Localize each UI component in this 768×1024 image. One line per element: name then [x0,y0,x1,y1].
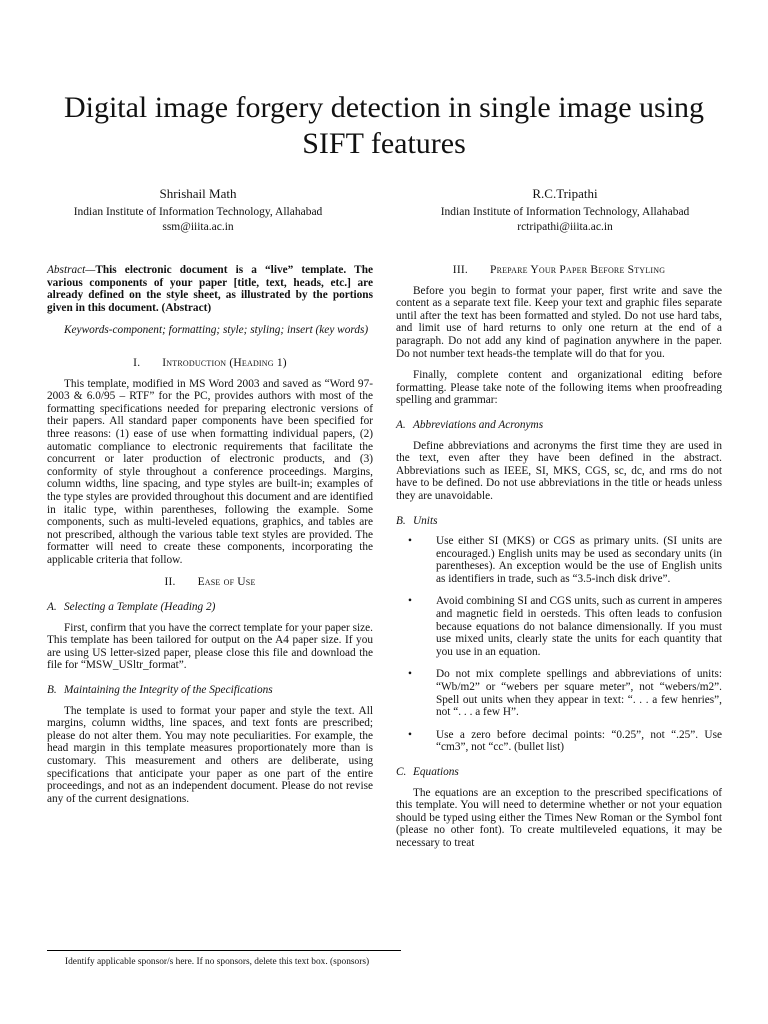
subsection-heading-2a [47,601,373,614]
author-name: Shrishail Math [159,186,237,201]
subsection-title: Abbreviations and Acronyms [413,418,544,431]
author-name: R.C.Tripathi [532,186,598,201]
subsection-label: A. [47,601,57,614]
list-item-text: Do not mix complete spellings and abbreviations of units: “Wb/m2” or “webers per square meter”, not “webers/m2”. Spell out units when they appear in text: “. . . a few henries”, not “. . . a few H”. [436,668,722,719]
section-number: III. [452,264,468,276]
subsection-title: Equations [413,766,459,778]
author-affiliation: Indian Institute of Information Technology, Allahabad [440,206,690,218]
section-heading-3 [396,264,722,277]
section-title: Prepare Your Paper Before Styling [489,264,666,276]
section-heading-1 [47,357,373,370]
keywords: Keywords-component; formatting; style; styling; insert (key words) [64,324,369,337]
list-item [396,535,722,585]
abstract-body: This electronic document is a “live” template. The various components of your paper [title, text, heads, etc.] are already defined on the style sheet, as illustrated by the portions given in this document. (Abstract) [47,264,373,314]
section-title: Ease of Use [197,576,256,589]
subsection-label: C. [396,766,407,778]
units-bullet-list [396,535,722,754]
list-item [396,729,722,754]
template-paragraph: First, confirm that you have the correct template for your paper size. This template has been tailored for output on the A4 paper size. If you are using US letter-sized paper, please close this file and download the file for “MSW_USltr_format”. [47,621,373,672]
author-block-1 [28,186,368,235]
integrity-paragraph: The template is used to format your paper and style the text. All margins, column widths, line spaces, and text fonts are prescribed; please do not alter them. You may note peculiarities. For example, the head margin in this template measures proportionately more than is customary. This measurement and others are deliberate, using specifications that anticipate your paper as one part of the entire proceedings, and not as an independent document. Please do not revise any of the current designations. [47,704,373,805]
section-heading-2 [47,576,373,589]
author-email: ssm@iiita.ac.in [162,221,234,233]
equations-paragraph: The equations are an exception to the prescribed specifications of this template. You will need to determine whether or not your equation should be typed using either the Times New Roman or the Symbol font (please no other font). To create multileveled equations, it may be necessary to treat [396,786,722,849]
author-block-2 [395,186,735,235]
left-column [47,264,373,814]
list-item-text: Use either SI (MKS) or CGS as primary units. (SI units are encouraged.) English units may be used as secondary units (in parentheses). An exception would be the use of English units as identifiers in trade, such as “3.5-inch disk drive”. [436,535,722,585]
bullet-icon: • [408,535,412,548]
abstract [47,264,373,314]
subsection-label: A. [396,418,406,431]
bullet-icon: • [408,728,412,741]
subsection-heading-3c [396,766,722,779]
abbreviations-paragraph: Define abbreviations and acronyms the first time they are used in the text, even after they have been defined in the abstract. Abbreviations such as IEEE, SI, MKS, CGS, sc, dc, and rms do not have to be defined. Do not use abbreviations in the title or heads unless they are unavoidable. [396,439,722,502]
subsection-title: Selecting a Template (Heading 2) [64,601,216,614]
subsection-title: Maintaining the Integrity of the Specifications [64,684,273,697]
subsection-label: B. [47,684,57,697]
author-email: rctripathi@iiita.ac.in [517,221,613,233]
right-column [396,264,722,859]
subsection-heading-3a [396,419,722,432]
subsection-label: B. [396,514,406,527]
footnote-divider [47,950,401,951]
bullet-icon: • [408,668,412,681]
prepare-paragraph-1: Before you begin to format your paper, first write and save the content as a separate text file. Keep your text and graphic files separate until after the text has been formatted and styled. Do not use hard tabs, and limit use of hard returns to only one return at the end of a paragraph. Do not add any kind of pagination anywhere in the paper. Do not number text heads-the template will do that for you. [396,284,722,360]
abstract-lead: Abstract— [47,264,96,276]
intro-paragraph: This template, modified in MS Word 2003 and saved as “Word 97-2003 & 6.0/95 – RTF” for the PC, provides authors with most of the formatting specifications needed for preparing electronic versions of their papers. All standard paper components have been specified for three reasons: (1) ease of use when formatting individual papers, (2) automatic compliance to electronic requirements that facilitate the concurrent or later production of electronic products, and (3) conformity of style throughout a conference proceedings. Margins, column widths, line spacing, and type styles are built-in; examples of the type styles are provided throughout this document and are identified in italic type, within parentheses, following the example. Some components, such as multi-leveled equations, graphics, and tables are not prescribed, although the various table text styles are provided. The formatter will need to create these components, incorporating the applicable criteria that follow. [47,377,373,566]
list-item-text: Use a zero before decimal points: “0.25”, not “.25”. Use “cm3”, not “cc”. (bullet list) [436,728,722,754]
list-item [396,668,722,718]
sponsor-footnote: Identify applicable sponsor/s here. If no sponsors, delete this text box. (sponsors) [65,957,370,967]
section-number: II. [164,576,176,589]
list-item-text: Avoid combining SI and CGS units, such as current in amperes and magnetic field in oersteds. This often leads to confusion because equations do not balance dimensionally. If you must use mixed units, clearly state the units for each quantity that you use in an equation. [436,595,722,658]
bullet-icon: • [408,595,412,608]
author-affiliation: Indian Institute of Information Technology, Allahabad [73,206,323,218]
prepare-paragraph-2: Finally, complete content and organizational editing before formatting. Please take note of the following items when proofreading spelling and grammar: [396,369,722,407]
subsection-heading-3b [396,515,722,528]
section-number: I. [133,356,141,369]
list-item [396,595,722,658]
section-title: Introduction (Heading 1) [162,356,287,369]
paper-title: Digital image forgery detection in single image using SIFT features [63,91,705,161]
subsection-heading-2b [47,684,373,697]
subsection-title: Units [413,514,438,527]
